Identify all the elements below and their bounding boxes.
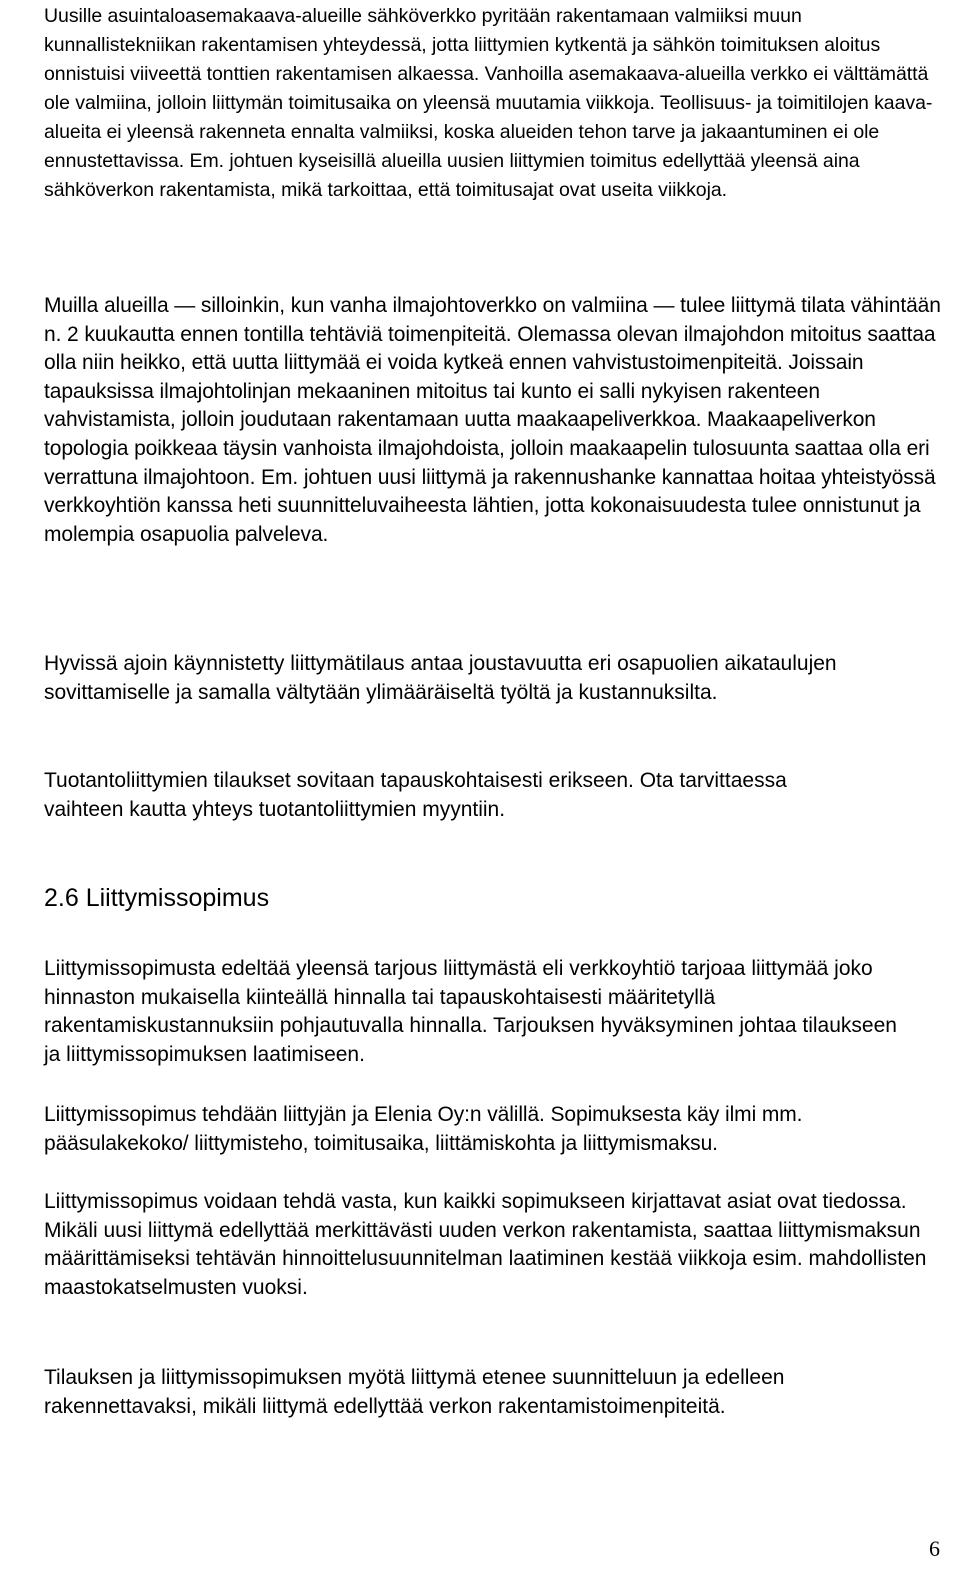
paragraph-offer: Liittymissopimusta edeltää yleensä tarjous liittymästä eli verkkoyhtiö tarjoaa liittymää joko hinnaston mukaisella kiinteällä hinnalla tai tapauskohtaisesti määritetyllä rakentamiskustannuksiin pohjautuvalla hinnalla. Tarjouksen hyväksyminen johtaa tilaukseen ja liittymissopimuksen laatimiseen. [44,957,897,1066]
section-heading: 2.6 Liittymissopimus [44,884,270,912]
paragraph-production: Tuotantoliittymien tilaukset sovitaan tapauskohtaisesti erikseen. Ota tarvittaessa vaihteen kautta yhteys tuotantoliittymien myyntiin. [44,769,787,821]
page-number: 6 [929,1536,940,1561]
paragraph-early-order: Hyvissä ajoin käynnistetty liittymätilaus antaa joustavuutta eri osapuolien aikataulujen sovittamiselle ja samalla vältytään ylimääräiseltä työltä ja kustannuksilta. [44,652,837,704]
paragraph-contract-timing: Liittymissopimus voidaan tehdä vasta, kun kaikki sopimukseen kirjattavat asiat ovat tiedossa. Mikäli uusi liittymä edellyttää merkittävästi uuden verkon rakentamista, saattaa liittymismaksun määrittämiseksi tehtävän hinnoittelusuunnitelman laatiminen kestää viikkoja esim. mahdollisten maastokatselmusten vuoksi. [44,1190,927,1299]
paragraph-contract-parties: Liittymissopimus tehdään liittyjän ja Elenia Oy:n välillä. Sopimuksesta käy ilmi mm. pääsulakekoko/ liittymisteho, toimitusaika, liittämiskohta ja liittymismaksu. [44,1103,803,1155]
paragraph-other-areas: Muilla alueilla — silloinkin, kun vanha ilmajohtoverkko on valmiina — tulee liittymä tilata vähintään n. 2 kuukautta ennen tontilla tehtäviä toimenpiteitä. Olemassa olevan ilmajohdon mitoitus saattaa olla niin heikko, että uutta liittymää ei voida kytkeä ennen vahvistustoimenpiteitä. Joissain tapauksissa ilmajohtolinjan mekaaninen mitoitus tai kunto ei salli nykyisen rakenteen vahvistamista, jolloin joudutaan rakentamaan uutta maakaapeliverkkoa. Maakaapeliverkon topologia poikkeaa täysin vanhoista ilmajohdoista, jolloin maakaapelin tulosuunta saattaa olla eri verrattuna ilmajohtoon. Em. johtuen uusi liittymä ja rakennushanke kannattaa hoitaa yhteistyössä verkkoyhtiön kanssa heti suunnitteluvaiheesta lähtien, jotta kokonaisuudesta tulee onnistunut ja molempia osapuolia palveleva. [44,294,941,546]
paragraph-order-progress: Tilauksen ja liittymissopimuksen myötä liittymä etenee suunnitteluun ja edelleen rakennettavaksi, mikäli liittymä edellyttää verkon rakentamistoimenpiteitä. [44,1366,785,1418]
paragraph-new-areas: Uusille asuintaloasemakaava-alueille sähköverkko pyritään rakentamaan valmiiksi muun kunnallistekniikan rakentamisen yhteydessä, jotta liittymien kytkentä ja sähkön toimituksen aloitus onnistuisi viiveettä tonttien rakentamisen alkaessa. Vanhoilla asemakaava-alueilla verkko ei välttämättä ole valmiina, jolloin liittymän toimitusaika on yleensä muutamia viikkoja. Teollisuus- ja toimitilojen kaava-alueita ei yleensä rakenneta ennalta valmiiksi, koska alueiden tehon tarve ja jakaantuminen ei ole ennustettavissa. Em. johtuen kyseisillä alueilla uusien liittymien toimitus edellyttää yleensä aina sähköverkon rakentamista, mikä tarkoittaa, että toimitusajat ovat useita viikkoja. [44,5,933,201]
